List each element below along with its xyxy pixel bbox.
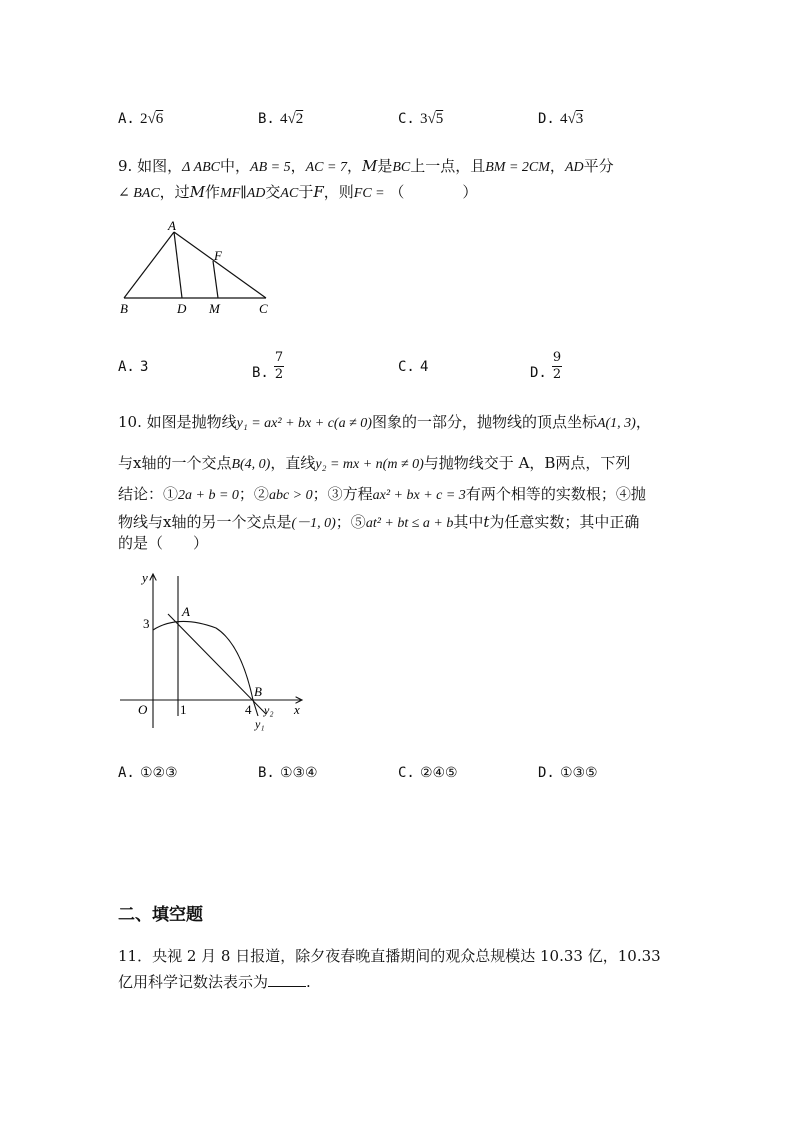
sqrt-icon: √ bbox=[287, 111, 296, 127]
fraction: $\frac{9}{2}$ bbox=[552, 350, 562, 382]
q10-option-a[interactable]: A. ①②③ bbox=[118, 765, 178, 781]
q8-option-a[interactable] bbox=[118, 108, 163, 128]
label-point-a: A bbox=[182, 604, 190, 619]
segment-mf bbox=[213, 261, 218, 298]
label-d: D bbox=[177, 301, 187, 316]
q9-triangle-figure bbox=[110, 220, 280, 320]
label-point-b: B bbox=[254, 684, 262, 699]
q11-stem-line-2: 亿用科学记数法表示为 . bbox=[118, 973, 311, 991]
sqrt-icon: √ bbox=[147, 111, 156, 127]
label-origin: O bbox=[138, 702, 148, 717]
q9-option-a[interactable]: A. 3 bbox=[118, 359, 149, 375]
q8-option-c[interactable] bbox=[398, 108, 443, 128]
q9-option-d[interactable]: D. $\frac{9}{2}$ bbox=[530, 350, 562, 382]
q10-stem-line-4: 物线与x轴的另一个交点是(－1, 0)；⑤at² + bt ≤ a + b其中t为任意实数；其中正确 bbox=[118, 513, 640, 531]
q10-stem-line-5: 的是（ ） bbox=[118, 534, 209, 552]
option-letter: C. bbox=[398, 111, 415, 127]
sqrt-icon: √ bbox=[427, 111, 436, 127]
answer-blank[interactable] bbox=[268, 972, 306, 987]
tick-y-3: 3 bbox=[143, 616, 150, 631]
q9-option-c[interactable]: C. 4 bbox=[398, 359, 429, 375]
label-m: M bbox=[209, 301, 220, 316]
label-b: B bbox=[120, 301, 128, 316]
segment-ac bbox=[174, 232, 266, 298]
radical-expression: 4√3 bbox=[559, 111, 584, 127]
parabola-y1 bbox=[153, 621, 258, 716]
option-letter: D. bbox=[538, 111, 555, 127]
radical-expression: 2√6 bbox=[139, 111, 164, 127]
q10-option-b[interactable]: B. ①③④ bbox=[258, 765, 318, 781]
segment-ad bbox=[174, 232, 182, 298]
q10-parabola-graph bbox=[116, 566, 316, 736]
sqrt-icon: √ bbox=[567, 111, 576, 127]
q8-option-b[interactable] bbox=[258, 108, 303, 128]
label-f: F bbox=[214, 248, 222, 263]
q11-stem-line-1: 11．央视 2 月 8 日报道，除夕夜春晚直播期间的观众总规模达 10.33 亿，10.33 bbox=[118, 947, 661, 965]
q10-option-d[interactable]: D. ①③⑤ bbox=[538, 765, 598, 781]
q9-stem-line-1: 9. 如图，Δ ABC中，AB = 5，AC = 7，M是BC上一点，且BM = 2CM，AD平分 bbox=[118, 157, 614, 175]
label-y-axis: y bbox=[142, 570, 148, 585]
radical-expression: 3√5 bbox=[419, 111, 444, 127]
section-heading: 二、填空题 bbox=[118, 905, 203, 925]
q10-stem-line-1: 10. 如图是抛物线y₁ = ax² + bx + c(a ≠ 0)图象的一部分，抛物线的顶点坐标A(1, 3)， bbox=[118, 413, 651, 431]
segment-ab bbox=[124, 232, 174, 298]
option-letter: B. bbox=[258, 111, 275, 127]
tick-x-4: 4 bbox=[245, 702, 252, 717]
q10-stem-line-3: 结论：①2a + b = 0；②abc > 0；③方程ax² + bx + c = 3有两个相等的实数根；④抛 bbox=[118, 485, 646, 503]
label-x-axis: x bbox=[294, 702, 300, 717]
option-letter: A. bbox=[118, 111, 135, 127]
q8-option-d[interactable] bbox=[538, 108, 583, 128]
fraction: $\frac{7}{2}$ bbox=[274, 350, 284, 382]
label-y2: y₂ bbox=[264, 703, 274, 717]
q9-option-b[interactable]: B. $\frac{7}{2}$ bbox=[252, 350, 284, 382]
label-c: C bbox=[259, 301, 268, 316]
label-a: A bbox=[168, 220, 176, 233]
radical-expression: 4√2 bbox=[279, 111, 304, 127]
tick-x-1: 1 bbox=[180, 702, 187, 717]
q9-stem-line-2: ∠ BAC，过M作MF∥AD交AC于F，则FC = （ ） bbox=[118, 183, 478, 201]
q10-stem-line-2: 与x轴的一个交点B(4, 0)，直线y₂ = mx + n(m ≠ 0)与抛物线交于 A，B两点，下列 bbox=[118, 454, 631, 472]
label-y1: y₁ bbox=[255, 717, 265, 731]
q10-option-c[interactable]: C. ②④⑤ bbox=[398, 765, 458, 781]
